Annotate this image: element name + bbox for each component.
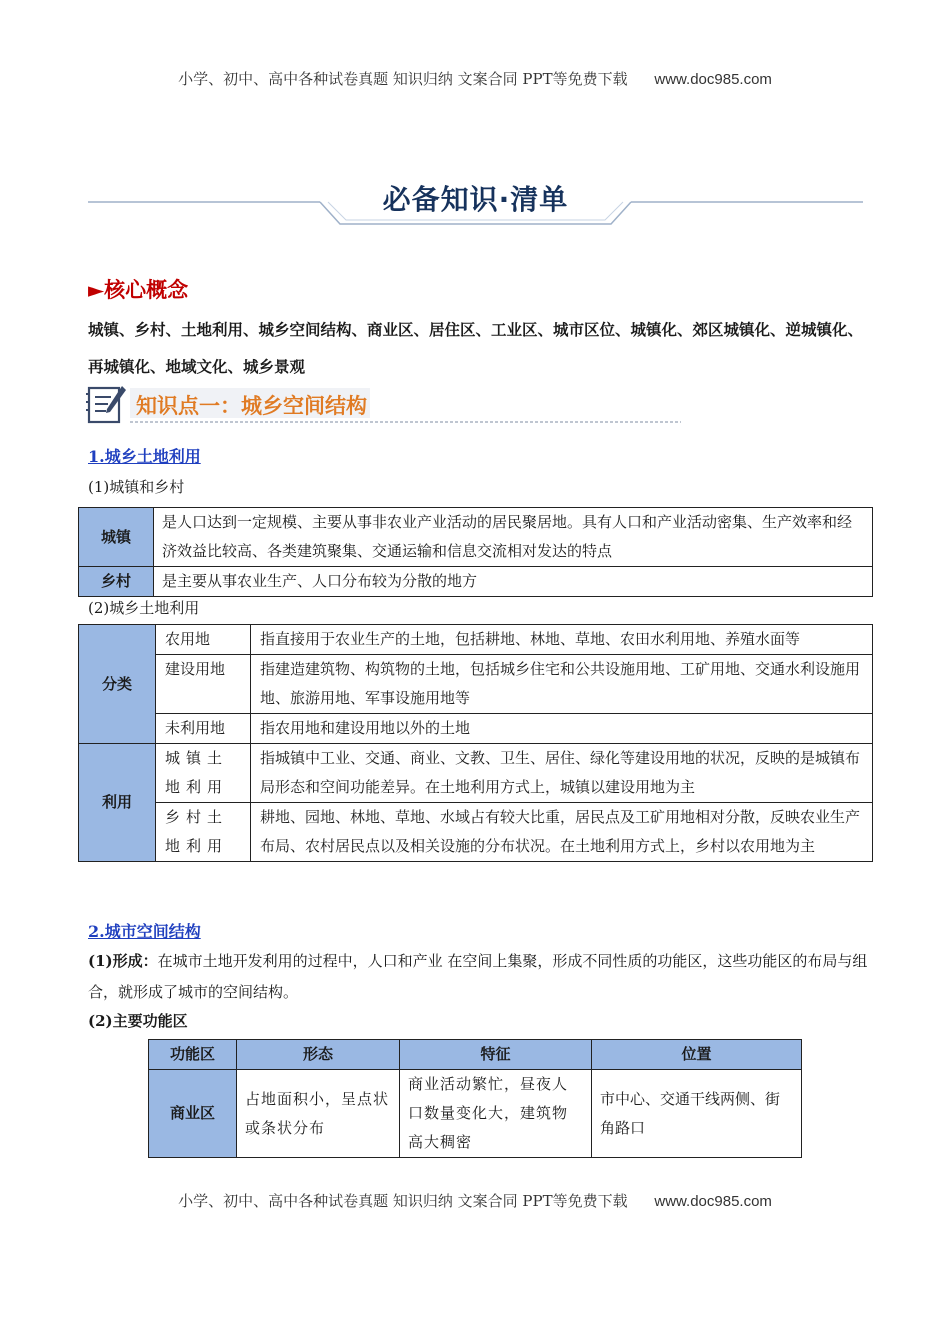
table-row <box>79 803 873 862</box>
row-text: 指农用地和建设用地以外的土地 <box>251 714 873 744</box>
page-header <box>0 68 950 89</box>
row-text: 耕地、园地、林地、草地、水域占有较大比重，居民点及工矿用地相对分散，反映农业生产布局、农村居民点以及相关设施的分布状况。在土地利用方式上，乡村以农用地为主 <box>251 803 873 862</box>
row-text: 指城镇中工业、交通、商业、文教、卫生、居住、绿化等建设用地的状况，反映的是城镇布局形态和空间功能差异。在土地利用方式上，城镇以建设用地为主 <box>251 744 873 803</box>
header-text: 小学、初中、高中各种试卷真题 知识归纳 文案合同 PPT等免费下载 <box>178 70 628 88</box>
column-header: 位置 <box>592 1040 802 1070</box>
group-label-classification: 分类 <box>79 625 156 744</box>
row-text: 指直接用于农业生产的土地，包括耕地、林地、草地、农田水利用地、养殖水面等 <box>251 625 873 655</box>
zone-form: 占地面积小，呈点状或条状分布 <box>237 1070 400 1158</box>
section2-formation <box>88 946 868 1008</box>
zone-name: 商业区 <box>149 1070 237 1158</box>
core-concepts-title: ►核心概念 <box>88 278 189 302</box>
table-row <box>79 567 873 597</box>
column-header: 特征 <box>400 1040 592 1070</box>
knowledge-point-title: 知识点一：城乡空间结构 <box>136 394 367 418</box>
section2-main-zones-label: (2)主要功能区 <box>88 1012 188 1030</box>
column-header: 功能区 <box>149 1040 237 1070</box>
table-header-row <box>149 1040 802 1070</box>
table-row <box>149 1070 802 1158</box>
page-footer <box>0 1190 950 1211</box>
table-row <box>79 655 873 714</box>
section1-title-link[interactable]: 1.城乡土地利用 <box>88 447 201 466</box>
footer-url[interactable]: www.doc985.com <box>654 1193 772 1210</box>
section2-title-link[interactable]: 2.城市空间结构 <box>88 922 201 941</box>
column-header: 形态 <box>237 1040 400 1070</box>
formation-text: 在城市土地开发利用的过程中，人口和产业 在空间上集聚，形成不同性质的功能区，这些功能区的布局与组合，就形成了城市的空间结构。 <box>88 952 868 1001</box>
knowledge-point-header <box>86 382 686 428</box>
header-url[interactable]: www.doc985.com <box>654 71 772 88</box>
row-term: 城镇土地利用 <box>156 744 251 803</box>
table-row <box>79 744 873 803</box>
footer-text: 小学、初中、高中各种试卷真题 知识归纳 文案合同 PPT等免费下载 <box>178 1192 628 1210</box>
table-row <box>79 714 873 744</box>
section1-sub1: (1)城镇和乡村 <box>88 478 185 496</box>
table-row <box>79 508 873 567</box>
town-village-table <box>78 507 873 597</box>
section1-sub2: (2)城乡土地利用 <box>88 599 200 617</box>
row-label: 乡村 <box>79 567 154 597</box>
group-label-usage: 利用 <box>79 744 156 862</box>
row-text: 指建造建筑物、构筑物的土地，包括城乡住宅和公共设施用地、工矿用地、交通水利设施用地、旅游用地、军事设施用地等 <box>251 655 873 714</box>
table-row <box>79 625 873 655</box>
section-banner <box>88 168 863 232</box>
row-text: 是人口达到一定规模、主要从事非农业产业活动的居民聚居地。具有人口和产业活动密集、生产效率和经济效益比较高、各类建筑聚集、交通运输和信息交流相对发达的特点 <box>154 508 873 567</box>
core-concepts-terms: 城镇、乡村、土地利用、城乡空间结构、商业区、居住区、工业区、城市区位、城镇化、郊区城镇化、逆城镇化、再城镇化、地域文化、城乡景观 <box>88 321 864 376</box>
formation-label: (1)形成： <box>88 952 158 970</box>
row-term: 农用地 <box>156 625 251 655</box>
banner-title: 必备知识·清单 <box>382 183 569 216</box>
zone-location: 市中心、交通干线两侧、街角路口 <box>592 1070 802 1158</box>
zone-feature: 商业活动繁忙，昼夜人口数量变化大，建筑物高大稠密 <box>400 1070 592 1158</box>
land-use-table <box>78 624 873 862</box>
functional-zones-table <box>148 1039 802 1158</box>
row-term: 建设用地 <box>156 655 251 714</box>
row-term: 未利用地 <box>156 714 251 744</box>
row-text: 是主要从事农业生产、人口分布较为分散的地方 <box>154 567 873 597</box>
row-label: 城镇 <box>79 508 154 567</box>
row-term: 乡村土地利用 <box>156 803 251 862</box>
